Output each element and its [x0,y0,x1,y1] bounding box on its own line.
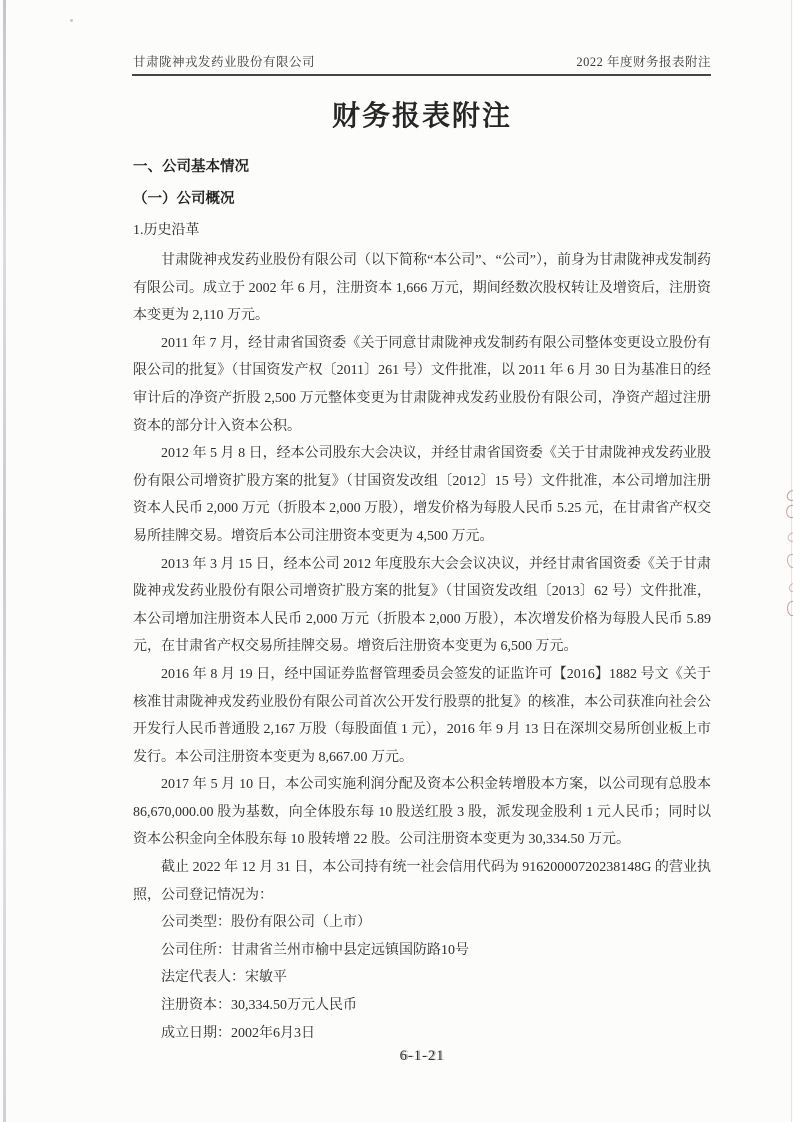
red-stamp-fragment-icon [788,582,793,592]
red-stamp-fragment-icon [785,504,793,519]
page-number: 6-1-21 [399,1048,445,1064]
document-title: 财务报表附注 [331,101,512,132]
registration-company-type: 公司类型：股份有限公司（上市） [161,915,371,931]
red-stamp-fragment-icon [786,489,793,503]
paragraph-2017-dividend: 2017 年 5 月 10 日，本公司实施利润分配及资本公积金转增股本方案，以公司现有总股本 86,670,000.00 股为基数，向全体股东每 10 股送红股 3 股，派发现金股利 1 元人民币；同时以资本公积金向全体股东每 10 股转增 22 股。公司注册资本变更为 30,334.50 万元。 [133,777,711,848]
paragraph-2011-restructuring: 2011 年 7 月，经甘肃省国资委《关于同意甘肃陇神戎发制药有限公司整体变更设立股份有限公司的批复》（甘国资发产权〔2011〕261 号）文件批准，以 2011 年 6 月 30 日为基准日的经审计后的净资产折股 2,500 万元整体变更为甘肃陇神戎发药业股份有限公司，净资产超过注册资本的部分计入资本公积。 [133,335,711,434]
registration-legal-representative: 法定代表人：宋敏平 [161,970,287,986]
registration-address: 公司住所：甘肃省兰州市榆中县定远镇国防路10号 [161,942,469,958]
header-company-name: 甘肃陇神戎发药业股份有限公司 [133,55,316,69]
registration-registered-capital: 注册资本：30,334.50万元人民币 [161,998,357,1014]
header-rule [132,74,711,76]
section-heading-company-basics: 一、公司基本情况 [133,159,249,175]
paragraph-2013-capital-increase: 2013 年 3 月 15 日，经本公司 2012 年度股东大会会议决议，并经甘肃省国资委《关于甘肃陇神戎发药业股份有限公司增资扩股方案的批复》（甘国资发改组〔2013〕62 号）文件批准，本公司增加注册资本人民币 2,000 万元（折股本 2,000 万股），本次增发价格为每股人民币 5.89 元，在甘肃省产权交易所挂牌交易。增资后注册资本变更为 6,500 万元。 [133,556,711,655]
document-body [133,151,711,1047]
paragraph-company-intro: 甘肃陇神戎发药业股份有限公司（以下简称“本公司”、“公司”），前身为甘肃陇神戎发制药有限公司。成立于 2002 年 6 月，注册资本 1,666 万元，期间经数次股权转让及增资后，注册资本变更为 2,110 万元。 [133,253,711,324]
red-stamp-fragment-icon [786,600,793,616]
red-stamp-fragment-icon [785,553,793,570]
subsection-heading-company-overview: （一）公司概况 [133,191,235,207]
paragraph-2022-license: 截止 2022 年 12 月 31 日，本公司持有统一社会信用代码为 91620000720238148G 的营业执照，公司登记情况为： [133,860,711,903]
scan-edge-line [3,0,6,1122]
page-header [133,52,711,70]
paragraph-2016-ipo: 2016 年 8 月 19 日，经中国证券监督管理委员会签发的证监许可【2016】1882 号文《关于核准甘肃陇神戎发药业股份有限公司首次公开发行股票的批复》的核准，本公司获准向社会公开发行人民币普通股 2,167 万股（每股面值 1 元），2016 年 9 月 13 日在深圳交易所创业板上市发行。本公司注册资本变更为 8,667.00 万元。 [133,666,711,765]
paragraph-2012-capital-increase: 2012 年 5 月 8 日，经本公司股东大会决议，并经甘肃省国资委《关于甘肃陇神戎发药业股份有限公司增资扩股方案的批复》（甘国资发改组〔2012〕15 号）文件批准，本公司增加注册资本人民币 2,000 万元（折股本 2,000 万股），增发价格为每股人民币 5.25 元，在甘肃省产权交易所挂牌交易。增资后本公司注册资本变更为 4,500 万元。 [133,446,711,544]
header-report-title: 2022 年度财务报表附注 [576,55,711,69]
red-stamp-fragment-icon [786,530,793,543]
scan-speck [70,19,73,22]
red-stamp-marks-icon [782,488,793,638]
subsection-heading-history: 1.历史沿革 [133,223,200,238]
registration-founding-date: 成立日期：2002年6月3日 [161,1025,315,1041]
